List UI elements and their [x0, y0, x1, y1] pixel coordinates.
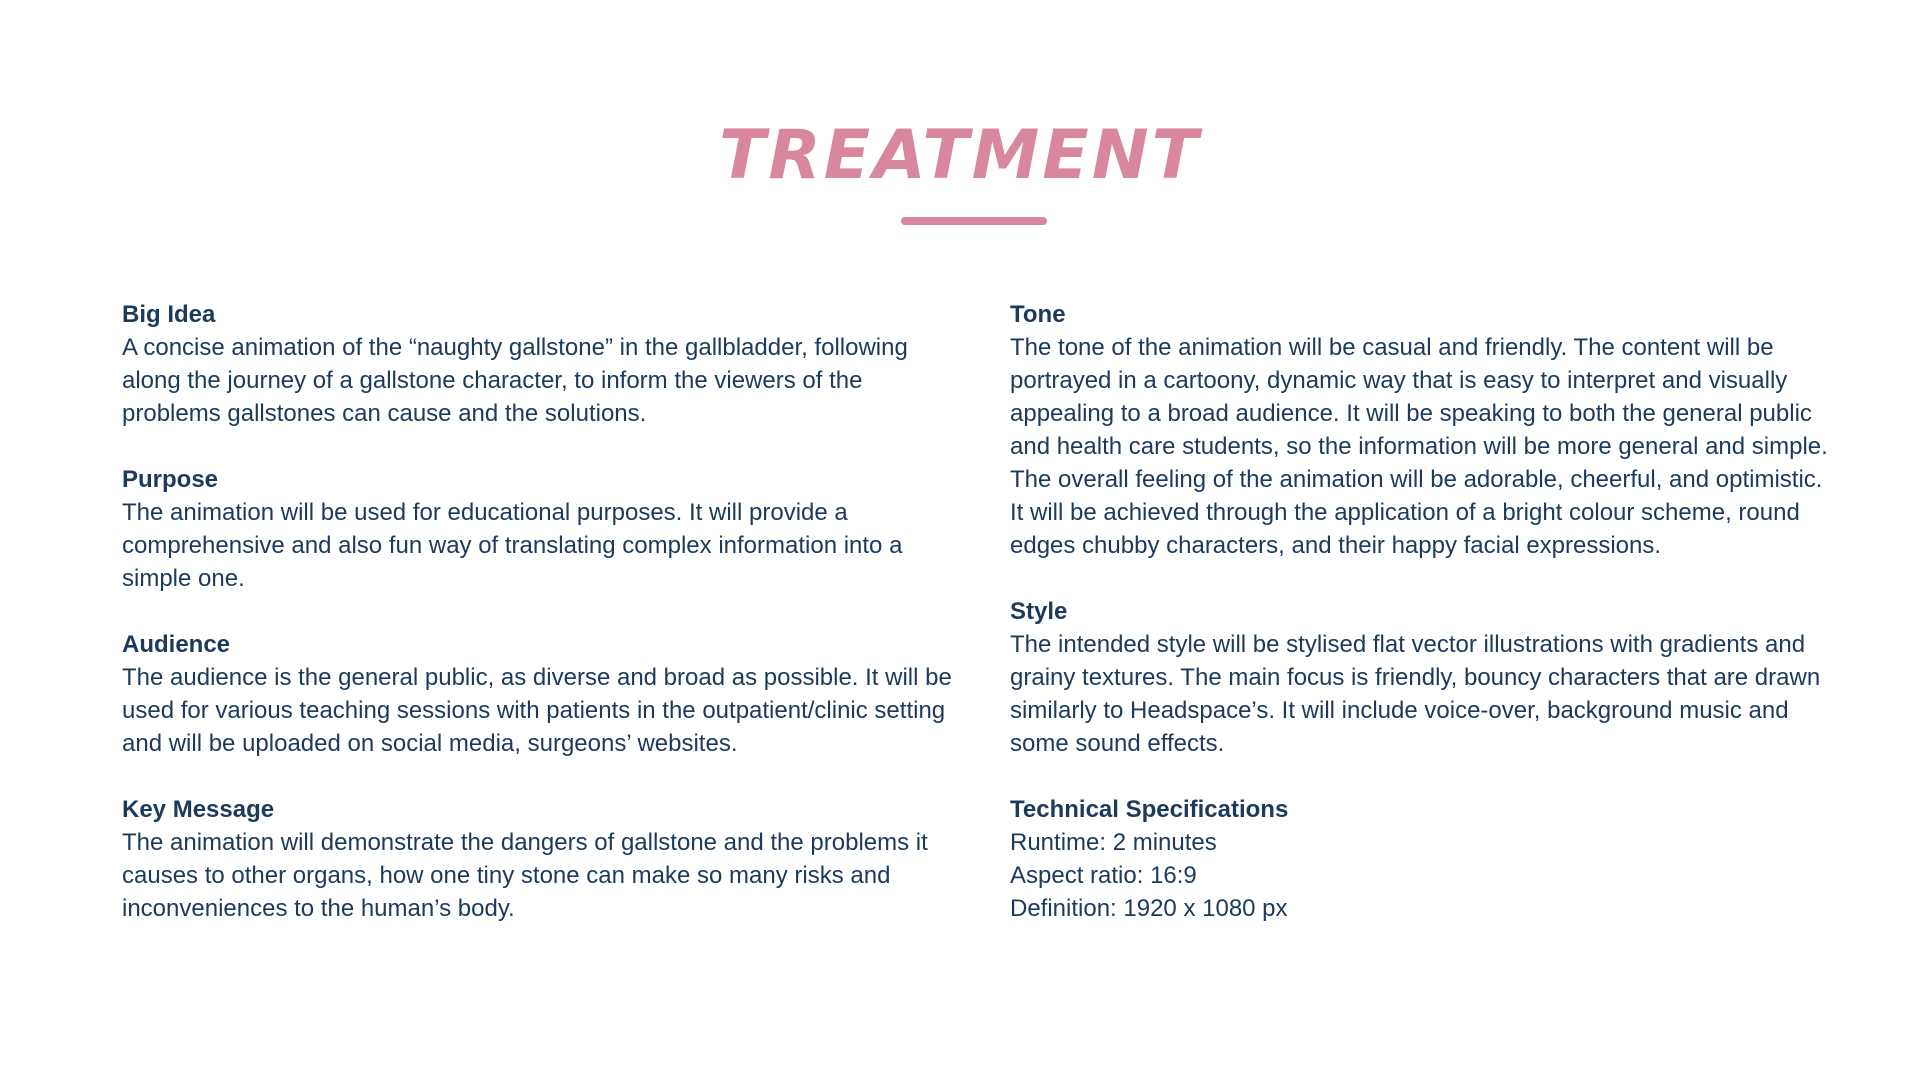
- section-tone: [1010, 298, 1830, 562]
- section-body: The audience is the general public, as diverse and broad as possible. It will be used for various teaching sessions with patients in the outpatient/clinic setting and will be uploaded on social media, surgeons’ websites.: [122, 664, 952, 757]
- section-heading: Tone: [1010, 301, 1066, 328]
- spec-aspect-ratio: Aspect ratio: 16:9: [1010, 862, 1197, 889]
- section-heading: Purpose: [122, 466, 219, 493]
- section-big-idea: [122, 298, 952, 430]
- section-body: A concise animation of the “naughty gallstone” in the gallbladder, following along the journey of a gallstone character, to inform the viewers of the problems gallstones can cause and the solutions.: [122, 334, 908, 427]
- page-title: TREATMENT: [718, 116, 1202, 195]
- section-body: The animation will be used for educational purposes. It will provide a comprehensive and also fun way of translating complex information into a simple one.: [122, 499, 903, 592]
- section-heading: Key Message: [122, 796, 275, 823]
- spec-runtime: Runtime: 2 minutes: [1010, 829, 1217, 856]
- section-body: The animation will demonstrate the dangers of gallstone and the problems it causes to other organs, how one tiny stone can make so many risks and inconveniences to the human’s body.: [122, 829, 928, 922]
- section-heading: Style: [1010, 598, 1068, 625]
- section-body: The intended style will be stylised flat vector illustrations with gradients and grainy textures. The main focus is friendly, bouncy characters that are drawn similarly to Headspace’s. It will include voice-over, background music and some sound effects.: [1010, 631, 1821, 757]
- section-style: [1010, 595, 1830, 760]
- section-purpose: [122, 463, 952, 595]
- section-heading: Audience: [122, 631, 231, 658]
- section-audience: [122, 628, 952, 760]
- section-technical-specifications: [1010, 793, 1830, 925]
- section-heading: Big Idea: [122, 301, 216, 328]
- section-key-message: [122, 793, 952, 925]
- left-column: [122, 298, 952, 958]
- section-heading: Technical Specifications: [1010, 796, 1289, 823]
- section-body: The tone of the animation will be casual and friendly. The content will be portrayed in a cartoony, dynamic way that is easy to interpret and visually appealing to a broad audience. It will be speaking to both the general public and health care students, so the information will be more general and simple. The overall feeling of the animation will be adorable, cheerful, and optimistic. It will be achieved through the application of a bright colour scheme, round edges chubby characters, and their happy facial expressions.: [1010, 334, 1828, 559]
- title-underline: [901, 217, 1047, 225]
- right-column: [1010, 298, 1830, 958]
- spec-definition: Definition: 1920 x 1080 px: [1010, 895, 1288, 922]
